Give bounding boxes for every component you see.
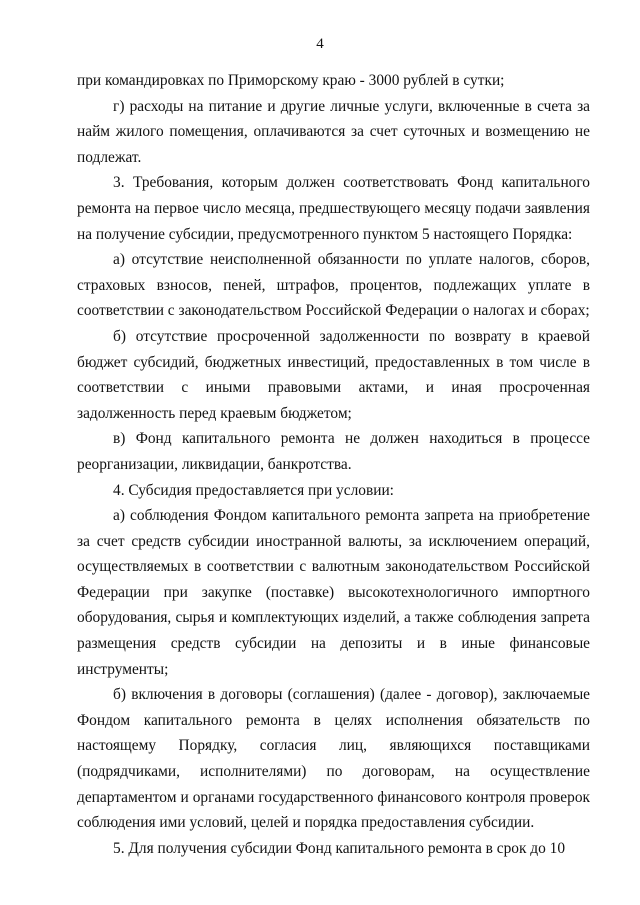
document-body <box>77 68 590 861</box>
paragraph-item-b-contract-consent: б) включения в договоры (соглашения) (далее - договор), заключаемые Фондом капитального ремонта в целях исполнения обязательств по настоящему Порядку, согласия лиц, являющихся поставщиками (подрядчиками, исполнителями) по договорам, на осуществление департаментом и органами государственного финансового контроля проверок соблюдения ими условий, целей и порядка предоставления субсидии. <box>77 686 590 832</box>
paragraph-item-a-currency-ban: а) соблюдения Фондом капитального ремонта запрета на приобретение за счет средств субсидии иностранной валюты, за исключением операций, осуществляемых в соответствии с валютным законодательством Российской Федерации при закупке (поставке) высокотехнологичного импортного оборудования, сырья и комплектующих изделий, а также соблюдения запрета размещения средств субсидии на депозиты и в иные финансовые инструменты; <box>77 507 590 678</box>
paragraph-item-v-reorganization: в) Фонд капитального ремонта не должен находиться в процессе реорганизации, ликвидации, банкротства. <box>77 430 590 473</box>
paragraph-section-4-conditions: 4. Субсидия предоставляется при условии: <box>113 481 394 499</box>
paragraph-section-3-requirements: 3. Требования, которым должен соответствовать Фонд капитального ремонта на первое число месяца, предшествующего месяцу подачи заявления на получение субсидии, предусмотренного пунктом 5 настоящего Порядка: <box>77 174 590 243</box>
page-number: 4 <box>316 36 324 52</box>
paragraph-section-5-application: 5. Для получения субсидии Фонд капитального ремонта в срок до 10 <box>113 839 566 857</box>
paragraph-item-a-tax-obligations: а) отсутствие неисполненной обязанности по уплате налогов, сборов, страховых взносов, пеней, штрафов, процентов, подлежащих уплате в соответствии с законодательством Российской Федерации о налогах и сборах; <box>77 251 590 320</box>
paragraph-travel-allowance: при командировках по Приморскому краю - 3000 рублей в сутки; <box>77 72 505 89</box>
paragraph-item-g-meal-expenses: г) расходы на питание и другие личные услуги, включенные в счета за найм жилого помещения, оплачиваются за счет суточных и возмещению не подлежат. <box>77 97 590 166</box>
paragraph-item-b-overdue-debt: б) отсутствие просроченной задолженности по возврату в краевой бюджет субсидий, бюджетных инвестиций, предоставленных в том числе в соответствии с иными правовыми актами, и иная просроченная задолженность перед краевым бюджетом; <box>77 327 590 422</box>
